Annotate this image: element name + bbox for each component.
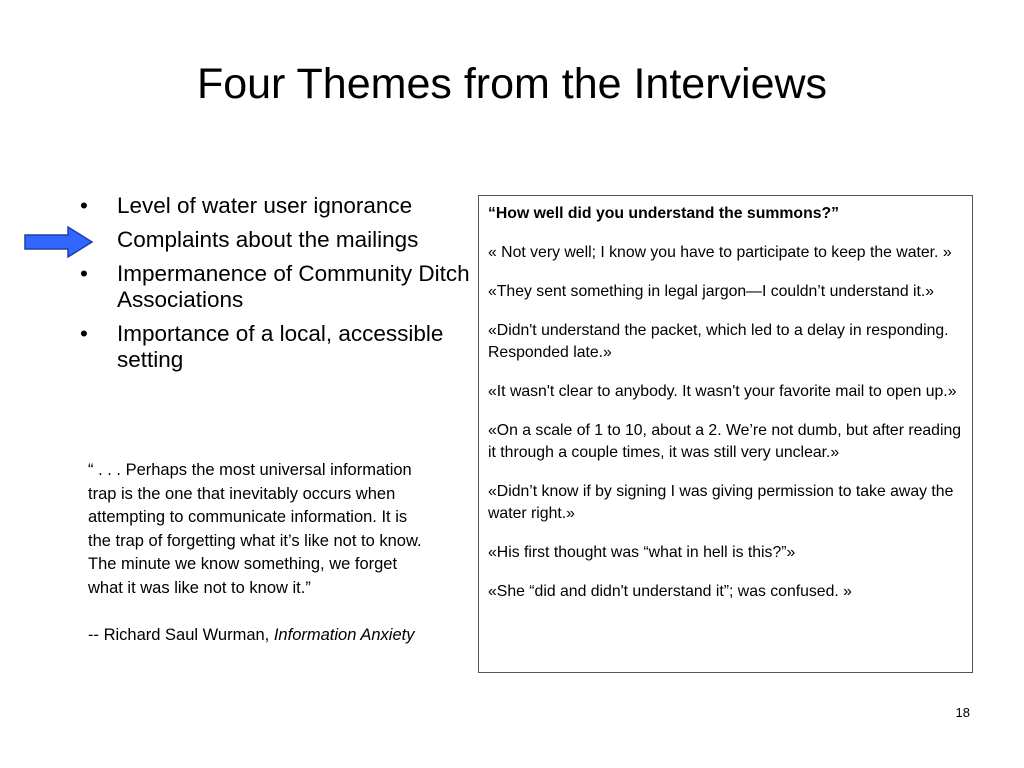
theme-item-water-user-ignorance [74, 193, 474, 219]
theme-label: Impermanence of Community Ditch Associations [117, 261, 470, 312]
bullet-dot: • [80, 261, 88, 286]
theme-label: Importance of a local, accessible setting [117, 321, 444, 372]
attribution-source: Information Anxiety [273, 626, 415, 644]
interview-response: «They sent something in legal jargon—I couldn’t understand it.» [488, 283, 935, 300]
interview-response: «It wasn't clear to anybody. It wasn't your favorite mail to open up.» [488, 383, 957, 400]
theme-label: Level of water user ignorance [117, 193, 413, 218]
slide-number: 18 [955, 705, 970, 720]
theme-item-complaints-mailings [74, 227, 474, 253]
theme-list [74, 193, 474, 381]
wurman-quote [88, 459, 433, 648]
bullet-dot: • [80, 193, 88, 218]
attribution-author: -- Richard Saul Wurman, [88, 626, 274, 644]
interview-response: « Not very well; I know you have to participate to keep the water. » [488, 244, 952, 261]
bullet-dot: • [80, 321, 88, 346]
interview-responses [488, 203, 968, 620]
interview-response: «On a scale of 1 to 10, about a 2. We’re not dumb, but after reading it through a couple times, it was still very unclear.» [488, 422, 962, 461]
interview-response: «Didn’t know if by signing I was giving permission to take away the water right.» [488, 483, 954, 522]
interview-response: «She “did and didn't understand it”; was confused. » [488, 583, 852, 600]
interview-response: «Didn't understand the packet, which led to a delay in responding. Responded late.» [488, 322, 949, 361]
quote-attribution [88, 624, 433, 648]
slide-title: Four Themes from the Interviews [196, 60, 828, 108]
interview-question: “How well did you understand the summons?” [488, 205, 840, 222]
interview-response: «His first thought was “what in hell is this?”» [488, 544, 796, 561]
theme-item-impermanence-ditch-associations [74, 261, 474, 313]
quote-text: “ . . . Perhaps the most universal information trap is the one that inevitably occurs when attempting to communicate information. It is the trap of forgetting what it’s like not to know. The minute we know something, we forget what it was like not to know it.” [88, 461, 422, 597]
theme-label: Complaints about the mailings [117, 227, 419, 252]
theme-item-local-setting [74, 321, 474, 373]
